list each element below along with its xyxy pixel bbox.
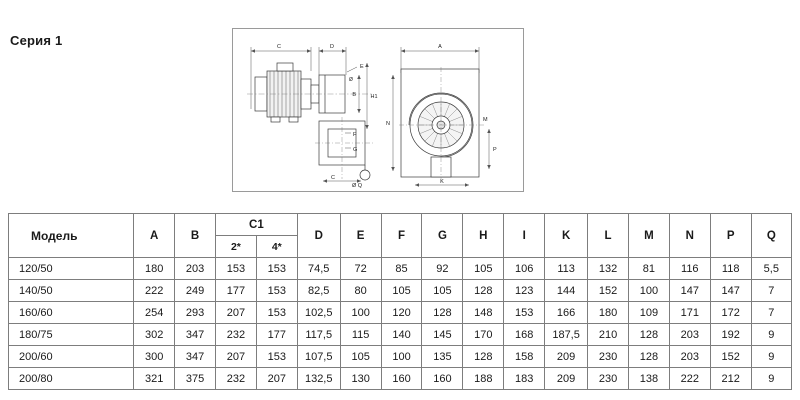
cell-q: 7 [751, 280, 791, 302]
cell-a: 180 [134, 258, 175, 280]
page-title: Серия 1 [10, 33, 63, 48]
cell-e: 100 [340, 302, 381, 324]
table-header [9, 214, 792, 258]
drawing-svg [233, 29, 521, 189]
cell-e: 80 [340, 280, 381, 302]
cell-c1-2: 207 [215, 346, 256, 368]
cell-e: 105 [340, 346, 381, 368]
cell-n: 147 [669, 280, 710, 302]
cell-m: 81 [628, 258, 669, 280]
svg-text:Ø Q: Ø Q [351, 183, 363, 189]
cell-n: 171 [669, 302, 710, 324]
cell-g: 135 [422, 346, 463, 368]
column-header-e: E [340, 214, 381, 258]
cell-c1-2: 153 [215, 258, 256, 280]
svg-text:P: P [493, 147, 497, 153]
cell-l: 180 [588, 302, 629, 324]
column-header-model: Модель [9, 214, 134, 258]
cell-model: 140/50 [9, 280, 134, 302]
column-header-p: P [710, 214, 751, 258]
svg-text:A: A [438, 44, 442, 50]
cell-d: 107,5 [297, 346, 340, 368]
cell-g: 92 [422, 258, 463, 280]
cell-k: 209 [545, 368, 588, 390]
cell-c1-4: 177 [256, 324, 297, 346]
cell-g: 128 [422, 302, 463, 324]
cell-h: 105 [463, 258, 504, 280]
cell-d: 82,5 [297, 280, 340, 302]
svg-text:M: M [483, 117, 488, 123]
column-header-c1: C1 [215, 214, 297, 236]
svg-text:G: G [353, 147, 358, 153]
cell-f: 105 [381, 280, 422, 302]
cell-d: 74,5 [297, 258, 340, 280]
cell-m: 138 [628, 368, 669, 390]
cell-b: 293 [175, 302, 216, 324]
cell-k: 113 [545, 258, 588, 280]
cell-m: 109 [628, 302, 669, 324]
cell-d: 117,5 [297, 324, 340, 346]
cell-d: 102,5 [297, 302, 340, 324]
cell-p: 147 [710, 280, 751, 302]
cell-h: 128 [463, 280, 504, 302]
column-header-m: M [628, 214, 669, 258]
column-header-i: I [504, 214, 545, 258]
cell-f: 160 [381, 368, 422, 390]
table-row [9, 258, 792, 280]
cell-q: 9 [751, 324, 791, 346]
cell-f: 100 [381, 346, 422, 368]
cell-a: 300 [134, 346, 175, 368]
cell-h: 128 [463, 346, 504, 368]
cell-p: 212 [710, 368, 751, 390]
cell-h: 148 [463, 302, 504, 324]
cell-m: 128 [628, 324, 669, 346]
cell-m: 100 [628, 280, 669, 302]
cell-i: 123 [504, 280, 545, 302]
cell-h: 188 [463, 368, 504, 390]
table-row [9, 280, 792, 302]
svg-text:C: C [277, 44, 281, 50]
cell-l: 230 [588, 368, 629, 390]
column-header-c1-4pole: 4* [256, 236, 297, 258]
technical-drawing [232, 28, 524, 192]
svg-text:E: E [360, 64, 364, 70]
svg-text:D: D [330, 44, 334, 50]
specifications-table [8, 213, 792, 390]
cell-c1-2: 232 [215, 368, 256, 390]
cell-q: 7 [751, 302, 791, 324]
column-header-q: Q [751, 214, 791, 258]
cell-k: 144 [545, 280, 588, 302]
cell-a: 302 [134, 324, 175, 346]
cell-g: 160 [422, 368, 463, 390]
svg-text:F: F [353, 132, 357, 138]
cell-q: 5,5 [751, 258, 791, 280]
cell-c1-2: 232 [215, 324, 256, 346]
cell-b: 249 [175, 280, 216, 302]
cell-b: 203 [175, 258, 216, 280]
svg-text:N: N [386, 121, 390, 127]
cell-f: 120 [381, 302, 422, 324]
table-row [9, 368, 792, 390]
cell-k: 166 [545, 302, 588, 324]
cell-i: 106 [504, 258, 545, 280]
cell-i: 153 [504, 302, 545, 324]
cell-f: 85 [381, 258, 422, 280]
cell-p: 172 [710, 302, 751, 324]
cell-n: 222 [669, 368, 710, 390]
cell-c1-4: 153 [256, 280, 297, 302]
cell-b: 375 [175, 368, 216, 390]
column-header-h: H [463, 214, 504, 258]
svg-text:B: B [352, 92, 356, 98]
table-row [9, 324, 792, 346]
cell-p: 152 [710, 346, 751, 368]
table-row [9, 302, 792, 324]
table-header-row-1 [9, 214, 792, 236]
cell-c1-4: 207 [256, 368, 297, 390]
cell-l: 132 [588, 258, 629, 280]
cell-n: 203 [669, 346, 710, 368]
column-header-d: D [297, 214, 340, 258]
cell-model: 200/60 [9, 346, 134, 368]
cell-e: 130 [340, 368, 381, 390]
cell-a: 254 [134, 302, 175, 324]
cell-g: 105 [422, 280, 463, 302]
cell-e: 72 [340, 258, 381, 280]
cell-b: 347 [175, 324, 216, 346]
cell-l: 210 [588, 324, 629, 346]
table-row [9, 346, 792, 368]
cell-k: 187,5 [545, 324, 588, 346]
svg-text:Ø: Ø [349, 77, 353, 83]
cell-model: 120/50 [9, 258, 134, 280]
column-header-b: B [175, 214, 216, 258]
cell-c1-4: 153 [256, 302, 297, 324]
column-header-n: N [669, 214, 710, 258]
cell-c1-2: 207 [215, 302, 256, 324]
cell-p: 192 [710, 324, 751, 346]
column-header-l: L [588, 214, 629, 258]
cell-model: 180/75 [9, 324, 134, 346]
column-header-f: F [381, 214, 422, 258]
cell-g: 145 [422, 324, 463, 346]
cell-f: 140 [381, 324, 422, 346]
svg-text:H1: H1 [370, 94, 378, 100]
cell-a: 321 [134, 368, 175, 390]
specifications-table-wrapper [8, 213, 792, 390]
column-header-a: A [134, 214, 175, 258]
cell-e: 115 [340, 324, 381, 346]
cell-c1-4: 153 [256, 346, 297, 368]
svg-text:K: K [440, 179, 444, 185]
column-header-c1-2pole: 2* [215, 236, 256, 258]
column-header-g: G [422, 214, 463, 258]
cell-c1-2: 177 [215, 280, 256, 302]
cell-l: 152 [588, 280, 629, 302]
svg-text:C: C [331, 175, 335, 181]
table-body [9, 258, 792, 390]
cell-b: 347 [175, 346, 216, 368]
cell-n: 203 [669, 324, 710, 346]
cell-i: 158 [504, 346, 545, 368]
cell-n: 116 [669, 258, 710, 280]
cell-d: 132,5 [297, 368, 340, 390]
cell-p: 118 [710, 258, 751, 280]
cell-q: 9 [751, 346, 791, 368]
cell-a: 222 [134, 280, 175, 302]
cell-model: 160/60 [9, 302, 134, 324]
cell-h: 170 [463, 324, 504, 346]
cell-l: 230 [588, 346, 629, 368]
cell-model: 200/80 [9, 368, 134, 390]
cell-m: 128 [628, 346, 669, 368]
cell-i: 168 [504, 324, 545, 346]
cell-c1-4: 153 [256, 258, 297, 280]
cell-k: 209 [545, 346, 588, 368]
cell-i: 183 [504, 368, 545, 390]
cell-q: 9 [751, 368, 791, 390]
column-header-k: K [545, 214, 588, 258]
